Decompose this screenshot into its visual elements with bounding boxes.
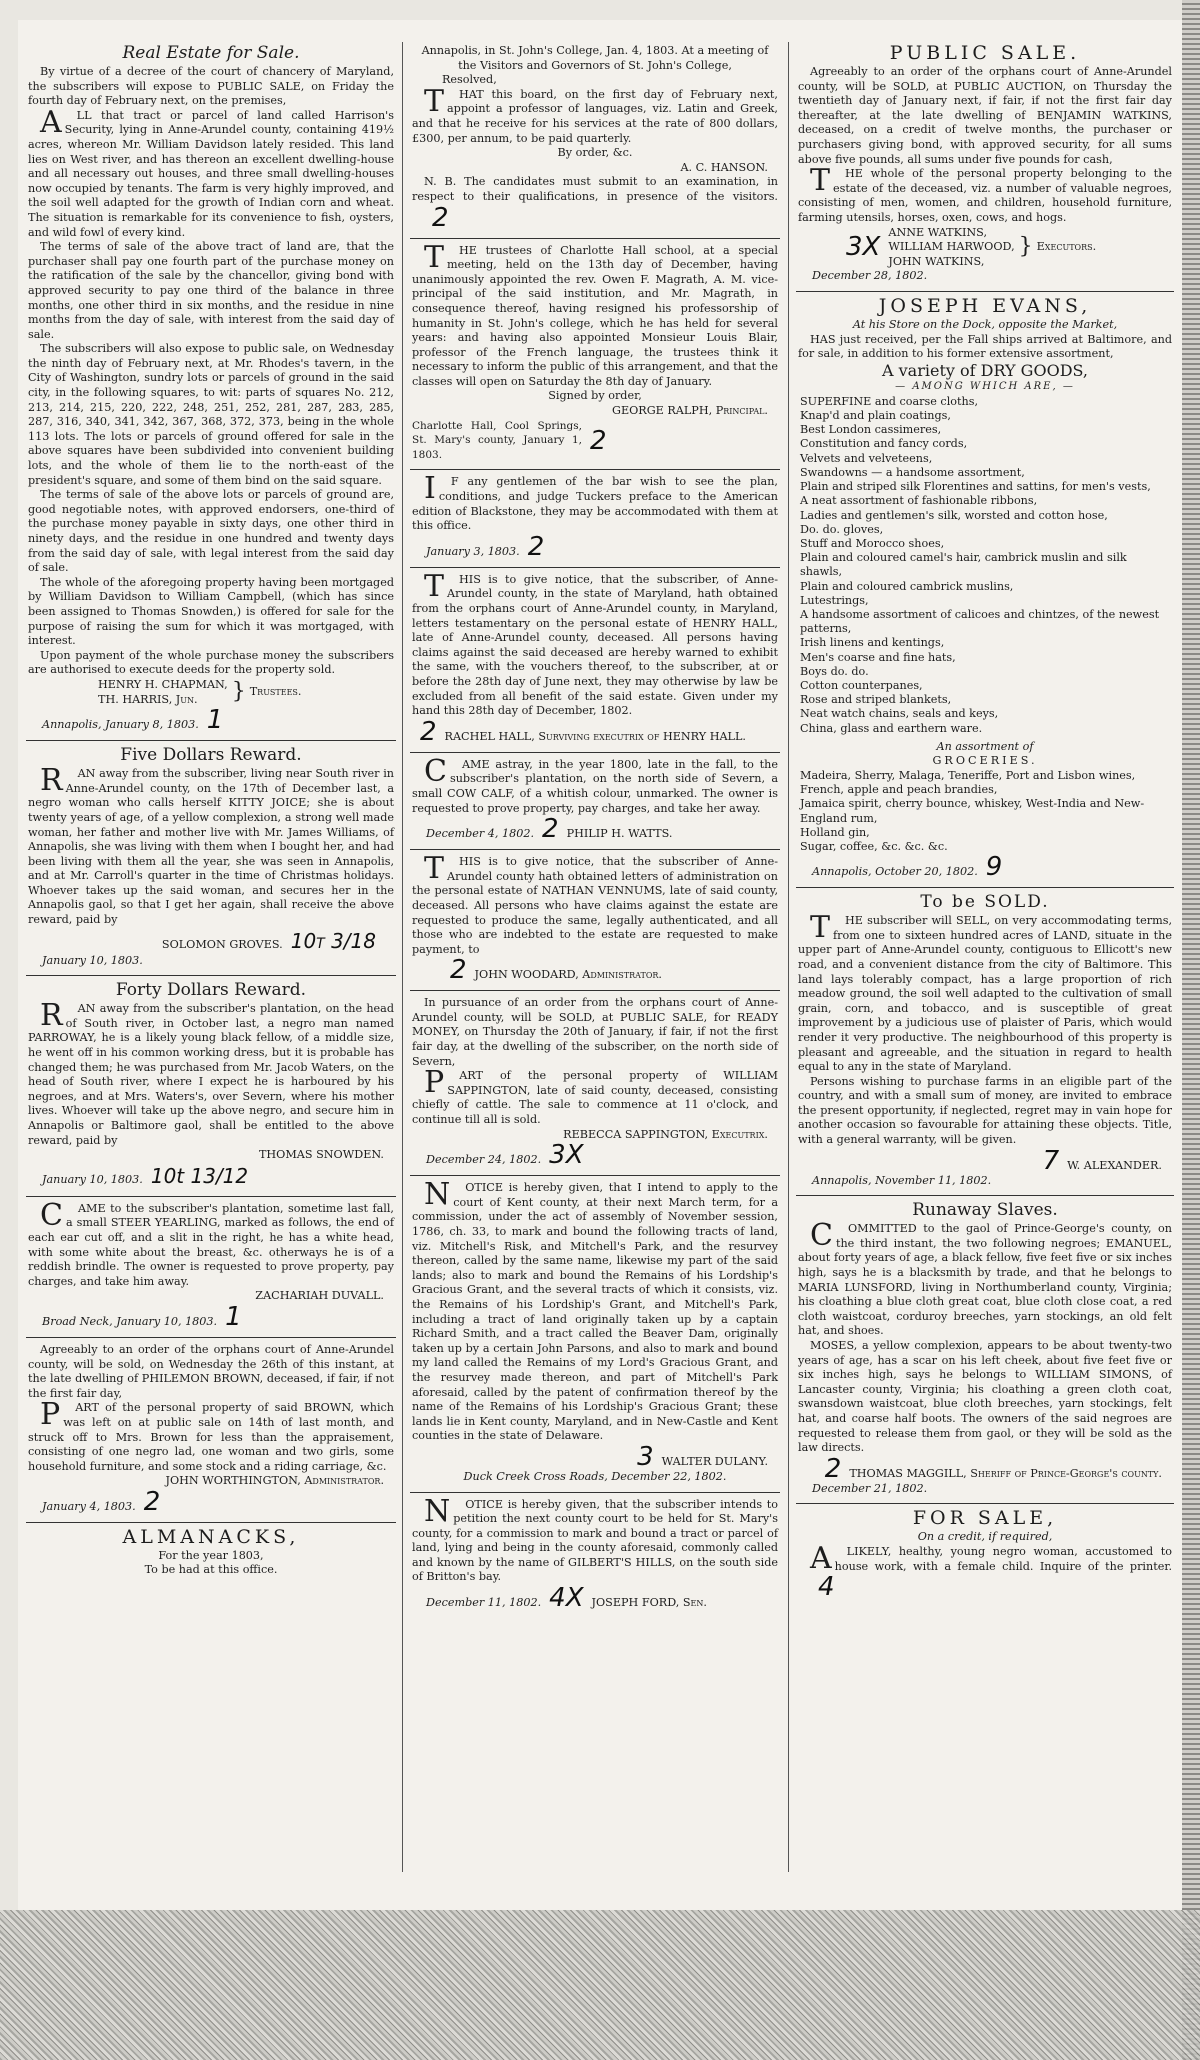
column-1 bbox=[26, 42, 396, 1902]
ad-text: THE trustees of Charlotte Hall school, at a special meeting, held on the 13th day of December, having unanimously appointed the rev. Owen F. Magrath, A. M. vice-principal of the said institution, and Mr. Magrath, in consequence thereof, having resigned his professorship of humanity in St. John's college, which he has held for several years: and having also appointed Monsieur Louis Blair, professor of the French language, the trustees think it necessary to inform the public of this arrangement, and that the classes will open on Saturday the 8th day of January. bbox=[412, 239, 778, 388]
newspaper-page bbox=[18, 20, 1182, 1910]
signer: A. C. HANSON. bbox=[680, 160, 768, 174]
ad-title: ALMANACKS, bbox=[122, 1525, 300, 1548]
ad-steer bbox=[26, 1196, 396, 1333]
ad-text bbox=[412, 175, 778, 233]
ad-almanacks bbox=[26, 1522, 396, 1581]
list-item: Jamaica spirit, cherry bounce, whiskey, West-India and New-England rum, bbox=[800, 797, 1145, 825]
list-item: Neat watch chains, seals and keys, bbox=[800, 707, 999, 721]
ad-ford bbox=[410, 1492, 780, 1615]
list-item: Men's coarse and fine hats, bbox=[800, 650, 956, 664]
list-item: Madeira, Sherry, Malaga, Teneriffe, Port and Lisbon wines, bbox=[800, 768, 1136, 782]
ad-date: December 21, 1802. bbox=[812, 1481, 928, 1495]
list-item: A neat assortment of fashionable ribbons, bbox=[800, 494, 1038, 508]
handwritten-mark: 9 bbox=[985, 852, 1003, 883]
for-sale-text: ALIKELY, healthy, young negro woman, accustomed to house work, with a female child. Inquire of the printer. bbox=[810, 1540, 1172, 1576]
list-item: Best London cassimeres, bbox=[800, 423, 942, 437]
ad-date bbox=[28, 1163, 394, 1189]
ad-text: RAN away from the subscriber, living near South river in Anne-Arundel county, on the 17th of December last, a negro woman who calls herself KITTY JOICE; she is about twenty years of age, of a yellow complexion, a strong well made woman, her father and mother live with Mr. James Williams, of Annapolis, she was living with them when I bought her, and had been living with them all the year, she was seen in Annapolis, and at Mr. Carroll's quarter in the time of Christmas holidays. Whoever takes up the said woman, and secures her in the Annapolis gaol, so that I get her again, shall receive the above reward, paid by bbox=[28, 763, 394, 927]
date-text: January 3, 1803. bbox=[426, 544, 520, 558]
date-signer-line bbox=[412, 1583, 778, 1614]
signer: ZACHARIAH DUVALL. bbox=[255, 1289, 384, 1303]
date-text: December 4, 1802. bbox=[426, 827, 535, 841]
list-item: Velvets and velveteens, bbox=[800, 451, 933, 465]
list-item: SUPERFINE and coarse cloths, bbox=[800, 394, 979, 408]
ad-line: An assortment of bbox=[936, 739, 1034, 753]
signer: ANNE WATKINS, bbox=[888, 225, 987, 239]
list-item: Swandowns — a handsome assortment, bbox=[800, 465, 1025, 479]
ad-line: For the year 1803, bbox=[158, 1548, 264, 1562]
ad-text: Upon payment of the whole purchase money the subscribers are authorised to execute deeds for the property sold. bbox=[28, 648, 394, 677]
ad-public-sale bbox=[796, 42, 1174, 287]
list-item: A handsome assortment of calicoes and chintzes, of the newest patterns, bbox=[800, 607, 1160, 636]
ad-sappington bbox=[410, 990, 780, 1171]
signer bbox=[28, 1148, 394, 1163]
ad-heading: A variety of DRY GOODS, bbox=[882, 360, 1088, 380]
signer: WILLIAM HARWOOD, bbox=[888, 240, 1015, 254]
signer bbox=[412, 1441, 778, 1472]
ad-cow-calf bbox=[410, 752, 780, 845]
ad-text: PART of the personal property of WILLIAM SAPPINGTON, late of said county, deceased, consisting chiefly of cattle. The sale to commence at 11 o'clock, and continue till all is sold. bbox=[412, 1065, 778, 1127]
date-text: January 10, 1803. bbox=[42, 1172, 143, 1186]
ad-kent bbox=[410, 1175, 780, 1487]
ad-date bbox=[412, 1140, 778, 1171]
ad-text: THE whole of the personal property belonging to the estate of the deceased, viz. a number of valuable negroes, consisting of men, women, and children, household furniture, farming utensils, horses, oxen, cows, and hogs. bbox=[798, 163, 1172, 224]
ad-date: December 28, 1802. bbox=[812, 269, 928, 283]
ad-text: NOTICE is hereby given, that the subscriber intends to petition the next county court to be held for St. Mary's county, for a commission to mark and bound a tract or parcel of land, lying and being in the county aforesaid, commonly called and known by the name of GILBERT'S HILLS, on the south side of Britton's bay. bbox=[412, 1493, 778, 1584]
resolved-label: Resolved, bbox=[442, 73, 497, 87]
scan-edge-right bbox=[1182, 0, 1200, 2060]
ad-real-estate bbox=[26, 42, 396, 736]
signer-name: SOLOMON GROVES. bbox=[161, 937, 283, 951]
trustees-label: Trustees. bbox=[249, 685, 302, 699]
signer: JOHN WORTHINGTON, Administrator. bbox=[165, 1474, 384, 1488]
handwritten-mark: 2 bbox=[143, 1486, 161, 1517]
signer-name: W. ALEXANDER. bbox=[1067, 1158, 1162, 1172]
handwritten-mark: 2 bbox=[527, 531, 545, 562]
list-item: Irish linens and kentings, bbox=[800, 636, 945, 650]
signer-line bbox=[412, 716, 778, 747]
handwritten-mark: 3X bbox=[549, 1140, 584, 1171]
date-text: December 11, 1802. bbox=[426, 1596, 542, 1610]
executors-label: Executors. bbox=[1036, 240, 1097, 254]
place-text: Charlotte Hall, Cool Springs, St. Mary's county, January 1, 1803. bbox=[412, 419, 582, 461]
ad-date bbox=[28, 705, 394, 736]
ad-text: The terms of sale of the above tract of land are, that the purchaser shall pay one fourth part of the purchase money on the ratification of the sale by the chancellor, giving bond with approved security to pay one third of the balance in three months, one other third in six months, and the residue in nine months from the day of sale, with interest from the said day of sale. bbox=[28, 240, 394, 341]
handwritten-mark: 3 bbox=[637, 1441, 654, 1472]
ad-text: The whole of the aforegoing property having been mortgaged by William Davidson to William Campbell, (which has since been assigned to Thomas Snowden,) is offered for sale for the purpose of raising the sum for which it was mortgaged, with interest. bbox=[28, 575, 394, 648]
ad-forty-dollars bbox=[26, 975, 396, 1192]
ad-subtitle: On a credit, if required, bbox=[917, 1530, 1053, 1544]
handwritten-mark: 4 bbox=[818, 1572, 835, 1603]
order-line: Signed by order, bbox=[548, 389, 642, 403]
signer: TH. HARRIS, Jun. bbox=[98, 692, 198, 706]
ad-text: PART of the personal property of said BROWN, which was left on at public sale on 14th of last month, and struck off to Mrs. Brown for less than the appraisement, consisting of one negro lad, one woman and two girls, some household furniture, and some stock and a riding carriage, &c. bbox=[28, 1397, 394, 1473]
signer-name: WALTER DULANY. bbox=[661, 1454, 768, 1468]
signer: HENRY H. CHAPMAN, bbox=[98, 677, 228, 691]
handwritten-mark: 2 bbox=[432, 202, 449, 233]
handwritten-mark: 4X bbox=[549, 1583, 584, 1614]
list-item: Holland gin, bbox=[800, 825, 870, 839]
ad-text: NOTICE is hereby given, that I intend to apply to the court of Kent county, at their next March term, for a commission, under the act of assembly of November session, 1786, ch. 33, to mark and bound the following tracts of land, viz. Mitchell's Risk, and Mitchell's Park, and the resurvey thereon, called by the same name, likewise my part of the said lands; also to mark and bound the Remains of his Lordship's Gracious Grant, and the several tracts of which it consists, viz. the Remains of his Lordship's Grant, and Mitchell's Park, including a tract of land originally taken up by a captain Richard Smith, and a tract called the Beaver Dam, originally taken up by a certain John Parsons, and also to mark and bound my land called the Remains of my Lord's Gracious Grant, and the resurvey made thereon, and part of Mitchell's Park aforesaid, called by the patent of confirmation thereof by the name of the Remains of his Lordship's Gracious Grant; these lands lie in Kent county, Maryland, and in New-Castle and Kent counties in the state of Delaware. bbox=[412, 1177, 778, 1443]
ad-text: Persons wishing to purchase farms in an eligible part of the country, and with a small sum of money, are invited to embrace the present opportunity, if neglected, regret may in vain hope for another occasion so favourable for attaining these objects. Title, with a general warranty, will be given. bbox=[798, 1074, 1172, 1147]
ad-text: ALL that tract or parcel of land called Harrison's Security, lying in Anne-Arundel county, containing 419½ acres, whereon Mr. William Davidson lately resided. This land lies on West river, and has thereon an excellent dwelling-house and all necessary out houses, and three small dwelling-houses now occupied by tenants. The farm is very highly improved, and the soil well adapted for the growth of Indian corn and wheat. The situation is remarkable for its convenience to fish, oysters, and wild fowl of every kind. bbox=[28, 104, 394, 239]
ad-brown bbox=[26, 1337, 396, 1518]
ad-text: The subscribers will also expose to public sale, on Wednesday the ninth day of February next, at Mr. Rhodes's tavern, in the City of Washington, sundry lots or parcels of ground in the said city, in the following squares, to wit: parts of squares No. 212, 213, 214, 215, 220, 222, 248, 251, 252, 281, 287, 283, 285, 287, 316, 340, 341, 342, 367, 368, 372, 373, being in the whole 113 lots. The lots or parcels of ground offered for sale in the above squares have been subdivided into convenient building lots, and the whole of them lie to the north-east of the president's square, and some of them bind on the said square. bbox=[28, 342, 394, 487]
ad-text: Agreeably to an order of the orphans court of Anne-Arundel county, will be sold, on Wednesday the 26th of this instant, at the late dwelling of PHILEMON BROWN, deceased, if fair, if not the first fair day, bbox=[28, 1342, 394, 1400]
list-item: Plain and coloured camel's hair, cambrick muslin and silk shawls, bbox=[800, 551, 1127, 579]
ad-title: Forty Dollars Reward. bbox=[115, 980, 307, 1001]
ad-for-sale bbox=[796, 1503, 1174, 1603]
ad-line: To be had at this office. bbox=[144, 1563, 278, 1577]
list-item: Ladies and gentlemen's silk, worsted and cotton hose, bbox=[800, 508, 1108, 522]
signer: JOHN WOODARD, Administrator. bbox=[474, 968, 662, 982]
handwritten-mark: 3X bbox=[846, 232, 881, 263]
list-item: Boys do. do. bbox=[800, 664, 869, 678]
handwritten-mark: 10t 3/18 bbox=[290, 928, 376, 953]
date-text: Annapolis, January 8, 1803. bbox=[42, 718, 199, 732]
handwritten-mark: 2 bbox=[420, 716, 437, 747]
signer: RACHEL HALL, Surviving executrix of HENRY HALL. bbox=[444, 729, 746, 743]
ad-text: CAME astray, in the year 1800, late in the fall, to the subscriber's plantation, on the north side of Severn, a small COW CALF, of a whitish colour, unmarked. The owner is requested to prove property, pay charges, and take her away. bbox=[412, 753, 778, 815]
signer: REBECCA SAPPINGTON, Executrix. bbox=[563, 1127, 768, 1141]
ad-text: THIS is to give notice, that the subscriber, of Anne-Arundel county, in the state of Maryland, hath obtained from the orphans court of Anne-Arundel county, in Maryland, letters testamentary on the personal estate of HENRY HALL, late of Anne-Arundel county, deceased. All persons having claims against the said deceased are hereby warned to exhibit the same, with the vouchers thereof, to the subscriber, at or before the 28th day of June next, they may otherwise by law be excluded from all benefit of the said estate. Given under my hand this 28th day of December, 1802. bbox=[412, 568, 778, 718]
ad-text: HAS just received, per the Fall ships arrived at Baltimore, and for sale, in addition to his former extensive assortment, bbox=[798, 332, 1172, 361]
column-3 bbox=[796, 42, 1174, 1902]
list-item: Do. do. gloves, bbox=[800, 522, 884, 536]
order-line: By order, &c. bbox=[557, 146, 633, 160]
handwritten-mark: 1 bbox=[206, 705, 224, 736]
signer-line bbox=[412, 955, 778, 986]
list-item: Rose and striped blankets, bbox=[800, 693, 952, 707]
list-item: China, glass and earthern ware. bbox=[800, 721, 983, 735]
handwritten-mark: 2 bbox=[824, 1453, 842, 1484]
ad-date: January 10, 1803. bbox=[42, 953, 143, 967]
list-item: French, apple and peach brandies, bbox=[800, 783, 998, 797]
ad-text: Agreeably to an order of the orphans court of Anne-Arundel county, will be SOLD, at PUBLIC AUCTION, on Thursday the twentieth day of January next, if fair, if not the first fair day thereafter, at the late dwelling of BENJAMIN WATKINS, deceased, on a credit of twelve months, the purchaser or purchasers giving bond, with approved security, for all sums above five pounds, all sums under five pounds for cash, bbox=[798, 65, 1172, 166]
ad-charlotte-hall bbox=[410, 238, 780, 466]
ad-text: IF any gentlemen of the bar wish to see the plan, conditions, and judge Tuckers preface to the American edition of Blackstone, they may be accommodated with them at this office. bbox=[412, 471, 778, 533]
date-text: January 4, 1803. bbox=[42, 1499, 136, 1513]
signer bbox=[798, 1453, 1172, 1484]
handwritten-mark: 1 bbox=[225, 1301, 242, 1332]
ad-date bbox=[412, 531, 778, 562]
ad-tucker bbox=[410, 469, 780, 562]
ad-date bbox=[798, 852, 1172, 883]
ad-text: CAME to the subscriber's plantation, sometime last fall, a small STEER YEARLING, marked as follows, the end of each ear cut off, and a slit in the right, he has a white head, with some white about the breast, &c. otherways he is of a reddish brindle. The owner is requested to prove property, pay charges, and take him away. bbox=[28, 1197, 394, 1288]
date-text: Broad Neck, January 10, 1803. bbox=[42, 1314, 218, 1328]
column-rule bbox=[788, 42, 789, 1872]
signature-block: 3X ANNE WATKINS, WILLIAM HARWOOD, JOHN WATKINS, } Executors. bbox=[798, 226, 1172, 270]
ad-title: FOR SALE, bbox=[912, 1507, 1058, 1530]
ad-text: MOSES, a yellow complexion, appears to be about twenty-two years of age, has a scar on his left cheek, about five feet five or six inches high, says he belongs to WILLIAM SIMONS, of Lancaster county, Virginia; his cloathing a green cloth coat, swansdown waistcoat, blue cloth breeches, yarn stockings, felt hat, and coarse half boots. The owners of the said negroes are requested to release them from gaol, or they will be sold as the law directs. bbox=[798, 1339, 1172, 1455]
signer: GEORGE RALPH, Principal. bbox=[612, 404, 768, 418]
ad-title: PUBLIC SALE. bbox=[889, 42, 1081, 64]
nb-text: N. B. The candidates must submit to an examination, in respect to their qualifications, in presence of the visitors. bbox=[412, 175, 778, 203]
handwritten-mark: 10t 13/12 bbox=[150, 1163, 249, 1188]
signer: JOSEPH FORD, Sen. bbox=[591, 1596, 707, 1610]
signature-block: HENRY H. CHAPMAN, TH. HARRIS, Jun. } Trustees. bbox=[98, 677, 302, 706]
signer bbox=[798, 1145, 1172, 1176]
ad-date bbox=[28, 1486, 394, 1517]
ad-title: Five Dollars Reward. bbox=[120, 745, 302, 766]
column-2 bbox=[410, 42, 780, 1902]
date-signer-line bbox=[412, 814, 778, 845]
ad-text: Annapolis, in St. John's College, Jan. 4, 1803. At a meeting of the Visitors and Governors of St. John's College, bbox=[421, 44, 769, 72]
signer: PHILIP H. WATTS. bbox=[566, 827, 673, 841]
ad-subheading: — AMONG WHICH ARE, — bbox=[895, 381, 1075, 393]
ad-five-dollars bbox=[26, 740, 396, 971]
ad-text: In pursuance of an order from the orphans court of Anne-Arundel county, will be SOLD, at PUBLIC SALE, for READY MONEY, on Thursday the 20th of January, if fair, if not the first fair day, at the dwelling of the subscriber, on the north side of Severn, bbox=[412, 996, 778, 1068]
ad-text: THE subscriber will SELL, on very accommodating terms, from one to sixteen hundred acres of LAND, situate in the upper part of Anne-Arundel county, contiguous to Ellicott's new road, and a convenient distance from the city of Baltimore. This land lays tolerably compact, has a large proportion of rich meadow ground, the soil well adapted to the cultivation of small grain, corn, and tobacco, and is susceptible of great improvement by a judicious use of plaister of Paris, which would render it very productive. The neighbourhood of this property is pleasant and agreeable, and the situation in regard to health equal to any in the state of Maryland. bbox=[798, 910, 1172, 1074]
signer-name: THOMAS MAGGILL, Sheriff of Prince-George's county. bbox=[849, 1466, 1162, 1480]
date-text: Annapolis, October 20, 1802. bbox=[812, 865, 978, 879]
list-item: Plain and striped silk Florentines and sattins, for men's vests, bbox=[800, 480, 1151, 494]
handwritten-mark: 7 bbox=[1042, 1145, 1060, 1176]
list-item: Cotton counterpanes, bbox=[800, 678, 923, 692]
scan-edge-bottom bbox=[0, 1910, 1200, 2060]
list-item: Knap'd and plain coatings, bbox=[800, 409, 951, 423]
groceries-list bbox=[798, 769, 1172, 854]
signer: JOHN WATKINS, bbox=[888, 254, 985, 268]
place-line bbox=[412, 419, 778, 463]
column-rule bbox=[402, 42, 403, 1872]
ad-text: THAT this board, on the first day of February next, appoint a professor of languages, viz. Latin and Greek, and that he receive for his services at the rate of 800 dollars, £300, per annum, to be paid quarterly. bbox=[412, 83, 778, 145]
handwritten-mark: 2 bbox=[450, 955, 467, 986]
handwritten-mark: 2 bbox=[590, 425, 607, 456]
ad-date: Duck Creek Cross Roads, December 22, 1802. bbox=[463, 1469, 727, 1483]
ad-text bbox=[798, 1540, 1172, 1603]
list-item: Plain and coloured cambrick muslins, bbox=[800, 579, 1014, 593]
ad-title: JOSEPH EVANS, bbox=[878, 294, 1092, 317]
list-item: Lutestrings, bbox=[800, 593, 869, 607]
signer-name: THOMAS SNOWDEN. bbox=[258, 1148, 384, 1162]
ad-text: COMMITTED to the gaol of Prince-George's county, on the third instant, the two following negroes; EMANUEL, about forty years of age, a black fellow, five feet five or six inches high, says he is a blacksmith by trade, and that he belongs to MARIA LUNSFORD, living in Northumberland county, Virginia; his cloathing a blue cloth great coat, blue cloth close coat, a red cloth waistcoat, corduroy breeches, yarn stockings, an old felt hat, and shoes. bbox=[798, 1218, 1172, 1338]
ad-college bbox=[410, 42, 780, 234]
ad-text: The terms of sale of the above lots or parcels of ground are, good negotiable notes, with approved endorsers, one-third of the purchase money payable in sixty days, one other third in ninety days, and the residue in one hundred and twenty days from the said day of sale, with legal interest from the said day of sale. bbox=[28, 488, 394, 575]
ad-title: Real Estate for Sale. bbox=[122, 43, 300, 63]
ad-text: THIS is to give notice, that the subscriber of Anne-Arundel county hath obtained letters of administration on the personal estate of NATHAN VENNUMS, late of said county, deceased. All persons who have claims against the estate are requested to produce the same, legally authenticated, and all those who are indebted to the estate are requested to make payment, to bbox=[412, 851, 778, 956]
ad-title: Runaway Slaves. bbox=[912, 1200, 1058, 1221]
ad-henry-hall bbox=[410, 567, 780, 748]
list-item: Sugar, coffee, &c. &c. &c. bbox=[800, 839, 948, 853]
list-item: Constitution and fancy cords, bbox=[800, 437, 968, 451]
ad-subtitle: At his Store on the Dock, opposite the Market, bbox=[852, 317, 1118, 331]
ad-date: Annapolis, November 11, 1802. bbox=[812, 1173, 992, 1187]
ad-text: RAN away from the subscriber's plantation, on the head of South river, in October last, a negro man named PARROWAY, he is a likely young black fellow, of a middle size, he went off in his common working dress, but it is probable has changed them; he was purchased from Mr. Jacob Waters, on the head of South river, where I expect he is harboured by his negroes, and at Mrs. Waters's, over Severn, where his mother lives. Whoever will take up the above negro, and secure him in Annapolis or Baltimore gaol, shall be entitled to the above reward, paid by bbox=[28, 998, 394, 1147]
goods-list bbox=[798, 395, 1172, 736]
list-item: Stuff and Morocco shoes, bbox=[800, 536, 945, 550]
ad-to-be-sold bbox=[796, 887, 1174, 1191]
ad-vennums bbox=[410, 849, 780, 986]
ad-title: To be SOLD. bbox=[920, 892, 1050, 913]
ad-joseph-evans bbox=[796, 291, 1174, 883]
signer bbox=[28, 928, 394, 954]
ad-heading: GROCERIES. bbox=[932, 754, 1038, 768]
ad-date bbox=[28, 1301, 394, 1332]
handwritten-mark: 2 bbox=[542, 814, 559, 845]
date-text: December 24, 1802. bbox=[426, 1153, 542, 1167]
ad-runaway-slaves bbox=[796, 1195, 1174, 1499]
ad-text: By virtue of a decree of the court of chancery of Maryland, the subscribers will expose to PUBLIC SALE, on Friday the fourth day of February next, on the premises, bbox=[28, 65, 394, 108]
